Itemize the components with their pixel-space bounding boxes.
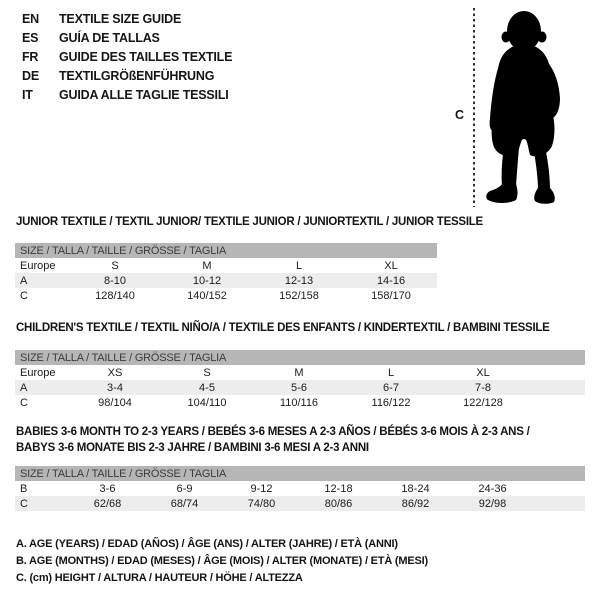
size-value-cell: 152/158 bbox=[279, 289, 319, 302]
size-value-cell: 3-6 bbox=[99, 482, 116, 495]
size-value-cell: 4-5 bbox=[199, 381, 215, 394]
size-value-cell: 14-16 bbox=[376, 274, 406, 287]
size-value-cell: M bbox=[294, 366, 304, 379]
size-header-bar bbox=[15, 466, 585, 481]
size-value-cell: 68/74 bbox=[170, 497, 199, 510]
legend-line-c: C. (cm) HEIGHT / ALTURA / HAUTEUR / HÖHE / ALTEZZA bbox=[16, 572, 303, 584]
row-label: Europe bbox=[20, 259, 56, 272]
table-row bbox=[15, 395, 585, 410]
size-header-label: SIZE / TALLA / TAILLE / GRÖSSE / TAGLIA bbox=[15, 466, 585, 481]
size-value-cell: 6-7 bbox=[383, 381, 399, 394]
size-header-bar bbox=[15, 243, 437, 258]
size-value-cell: XL bbox=[476, 366, 490, 379]
size-value-cell: L bbox=[387, 366, 395, 379]
size-value-cell: 12-13 bbox=[284, 274, 314, 287]
size-value-cell: S bbox=[203, 366, 211, 379]
row-label: C bbox=[20, 497, 28, 510]
babies-section-title bbox=[16, 424, 591, 456]
row-label: Europe bbox=[20, 366, 56, 379]
language-label: TEXTILE SIZE GUIDE bbox=[59, 11, 182, 26]
filler-cell bbox=[529, 365, 585, 380]
table-row bbox=[15, 288, 437, 303]
row-label: B bbox=[20, 482, 28, 495]
baby-silhouette bbox=[478, 6, 570, 208]
filler-cell bbox=[529, 395, 585, 410]
height-measure-label: C bbox=[455, 108, 465, 122]
row-label: C bbox=[20, 289, 28, 302]
size-value-cell: 128/140 bbox=[95, 289, 135, 302]
language-code: DE bbox=[22, 68, 39, 83]
babies-title-line2: BABYS 3-6 MONATE BIS 2-3 JAHRE / BAMBINI 3-6 MESI A 2-3 ANNI bbox=[16, 442, 369, 454]
size-value-cell: S bbox=[111, 259, 119, 272]
size-value-cell: 24-36 bbox=[478, 482, 507, 495]
size-value-cell: M bbox=[202, 259, 212, 272]
children-size-table bbox=[15, 350, 585, 410]
table-row bbox=[15, 273, 437, 288]
junior-size-table bbox=[15, 243, 437, 303]
language-row bbox=[22, 47, 232, 66]
table-row bbox=[15, 496, 585, 511]
table-row bbox=[15, 365, 585, 380]
row-label: A bbox=[20, 274, 28, 287]
height-measure-line bbox=[473, 8, 475, 207]
table-row bbox=[15, 380, 585, 395]
filler-cell bbox=[529, 380, 585, 395]
row-label: C bbox=[20, 396, 28, 409]
size-value-cell: 80/86 bbox=[324, 497, 353, 510]
filler-cell bbox=[531, 481, 585, 496]
language-row bbox=[22, 85, 232, 104]
size-value-cell: 92/98 bbox=[478, 497, 507, 510]
size-value-cell: 140/152 bbox=[187, 289, 227, 302]
language-list bbox=[22, 9, 232, 104]
size-value-cell: 98/104 bbox=[98, 396, 132, 409]
table-row bbox=[15, 258, 437, 273]
language-row bbox=[22, 66, 232, 85]
size-value-cell: 74/80 bbox=[247, 497, 276, 510]
junior-section-title: JUNIOR TEXTILE / TEXTIL JUNIOR/ TEXTILE JUNIOR / JUNIORTEXTIL / JUNIOR TESSILE bbox=[16, 216, 483, 228]
size-value-cell: 8-10 bbox=[103, 274, 127, 287]
size-value-cell: 62/68 bbox=[93, 497, 122, 510]
legend-line-a: A. AGE (YEARS) / EDAD (AÑOS) / ÂGE (ANS) / ALTER (JAHRE) / ETÀ (ANNI) bbox=[16, 538, 398, 550]
size-value-cell: 18-24 bbox=[401, 482, 430, 495]
language-label: GUIDA ALLE TAGLIE TESSILI bbox=[59, 87, 229, 102]
babies-title-line1: BABIES 3-6 MONTH TO 2-3 YEARS / BEBÉS 3-6 MESES A 2-3 AÑOS / BÉBÉS 3-6 MOIS À 2-3 ANS / bbox=[16, 426, 530, 438]
language-label: GUÍA DE TALLAS bbox=[59, 30, 160, 45]
size-value-cell: XS bbox=[107, 366, 123, 379]
size-value-cell: 86/92 bbox=[401, 497, 430, 510]
size-value-cell: 116/122 bbox=[371, 396, 411, 409]
language-label: TEXTILGRÖßENFÜHRUNG bbox=[59, 68, 215, 83]
language-label: GUIDE DES TAILLES TEXTILE bbox=[59, 49, 233, 64]
language-row bbox=[22, 9, 232, 28]
size-value-cell: 5-6 bbox=[291, 381, 307, 394]
size-value-cell: 122/128 bbox=[463, 396, 503, 409]
size-value-cell: 104/110 bbox=[187, 396, 227, 409]
table-row bbox=[15, 481, 585, 496]
size-value-cell: 7-8 bbox=[475, 381, 491, 394]
size-value-cell: 158/170 bbox=[371, 289, 411, 302]
size-header-label: SIZE / TALLA / TAILLE / GRÖSSE / TAGLIA bbox=[15, 243, 437, 258]
size-value-cell: 12-18 bbox=[324, 482, 353, 495]
size-header-bar bbox=[15, 350, 585, 365]
size-value-cell: 3-4 bbox=[107, 381, 123, 394]
size-value-cell: L bbox=[295, 259, 303, 272]
language-code: IT bbox=[22, 87, 33, 102]
language-code: ES bbox=[22, 30, 39, 45]
size-header-label: SIZE / TALLA / TAILLE / GRÖSSE / TAGLIA bbox=[15, 350, 585, 365]
legend-line-b: B. AGE (MONTHS) / EDAD (MESES) / ÂGE (MOIS) / ALTER (MONATE) / ETÀ (MESI) bbox=[16, 555, 428, 567]
language-code: FR bbox=[22, 49, 39, 64]
size-value-cell: 9-12 bbox=[250, 482, 273, 495]
filler-cell bbox=[531, 496, 585, 511]
language-code: EN bbox=[22, 11, 39, 26]
children-section-title: CHILDREN'S TEXTILE / TEXTIL NIÑO/A / TEXTILE DES ENFANTS / KINDERTEXTIL / BAMBINI TESSILE bbox=[16, 322, 550, 334]
size-value-cell: 110/116 bbox=[279, 396, 319, 409]
size-value-cell: 10-12 bbox=[192, 274, 222, 287]
babies-size-table bbox=[15, 466, 585, 511]
size-value-cell: 6-9 bbox=[176, 482, 193, 495]
legend bbox=[16, 536, 428, 587]
language-row bbox=[22, 28, 232, 47]
row-label: A bbox=[20, 381, 28, 394]
size-value-cell: XL bbox=[384, 259, 398, 272]
